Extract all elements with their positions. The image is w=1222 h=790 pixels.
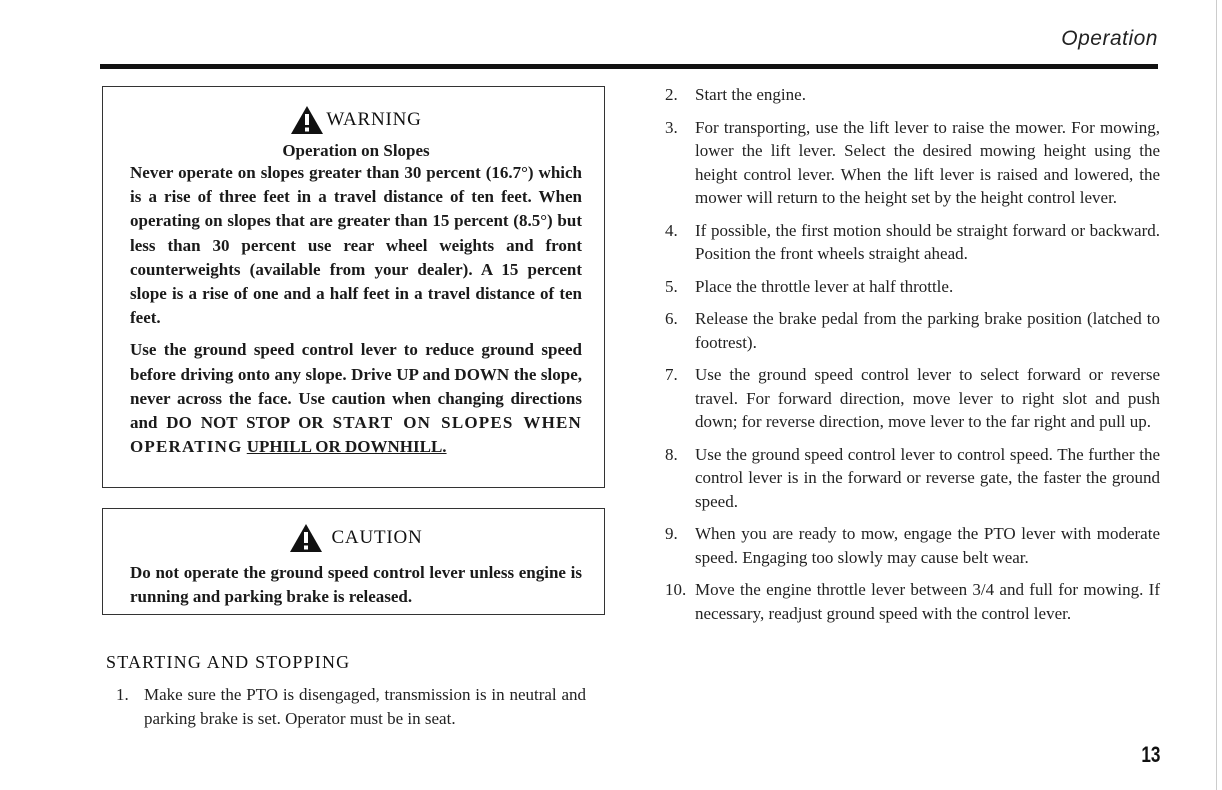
- caution-text: Do not operate the ground speed control lever unless engine is running and parking brake is released.: [130, 563, 582, 607]
- warning-caps-line: START ON SLOPES WHEN OPERATING: [130, 413, 583, 457]
- warning-paragraph-2-text: Use the ground speed control lever to reduce ground speed before driving onto any slope. Drive UP and DOWN the slope, never across the face. Use caution when changing directions and DO NOT STOP OR: [130, 340, 582, 433]
- list-item: [665, 443, 1160, 514]
- page-header-title: Operation: [1061, 27, 1158, 50]
- step-number: 6.: [665, 309, 678, 328]
- step-number: 9.: [665, 524, 678, 543]
- steps-list-right: [665, 83, 1160, 625]
- step-text: Make sure the PTO is disengaged, transmission is in neutral and parking brake is set. Operator must be in seat.: [144, 685, 586, 728]
- step-text: When you are ready to mow, engage the PTO lever with moderate speed. Engaging too slowly may cause belt wear.: [695, 524, 1160, 567]
- step-text: Use the ground speed control lever to control speed. The further the control lever is in the forward or reverse gate, the faster the ground speed.: [695, 444, 1160, 511]
- section-title: STARTING AND STOPPING: [106, 652, 351, 672]
- list-item: [665, 219, 1160, 266]
- page-edge-line: [1216, 0, 1217, 790]
- caution-triangle-icon: [289, 523, 323, 553]
- list-item: [665, 578, 1160, 625]
- list-item: [665, 116, 1160, 210]
- right-column: [665, 83, 1160, 634]
- steps-list-left: [116, 683, 586, 730]
- step-text: Release the brake pedal from the parking brake position (latched to footrest).: [695, 309, 1160, 352]
- warning-triangle-icon: [290, 105, 324, 135]
- warning-underlined-text: UPHILL OR DOWNHILL.: [246, 437, 447, 457]
- step-number: 1.: [116, 685, 129, 704]
- warning-paragraph-2: [130, 338, 582, 459]
- warning-heading: [130, 105, 582, 135]
- caution-heading-text: CAUTION: [331, 527, 423, 548]
- step-number: 3.: [665, 117, 678, 137]
- warning-paragraph-1: Never operate on slopes greater than 30 percent (16.7°) which is a rise of three feet in a travel distance of ten feet. When operating on slopes that are greater than 15 percent (8.5°) but less than 30 percent use rear wheel weights and front counterweights (available from your dealer). A 15 percent slope is a rise of one and a half feet in a travel distance of ten feet.: [130, 163, 582, 328]
- list-item: [665, 83, 1160, 107]
- step-text: For transporting, use the lift lever to raise the mower. For mowing, lower the lift lever. Select the desired mowing height using the height control lever. When the lift lever is raised and lowered, the mower will return to the height set by the height control lever.: [695, 117, 1160, 207]
- header-rule: [100, 64, 1158, 69]
- step-text: Use the ground speed control lever to select forward or reverse travel. For forward direction, move lever to right slot and push down; for reverse direction, move lever to the far right and pull up.: [695, 365, 1160, 431]
- caution-box: [102, 508, 605, 615]
- step-text: If possible, the first motion should be straight forward or backward. Position the front wheels straight ahead.: [695, 220, 1160, 263]
- step-number: 10.: [665, 580, 687, 599]
- step-text: Start the engine.: [695, 85, 806, 104]
- page-number: 13: [1140, 742, 1160, 767]
- list-item: [665, 275, 1160, 299]
- warning-box: [102, 86, 605, 488]
- step-number: 8.: [665, 444, 678, 464]
- step-number: 4.: [665, 220, 678, 240]
- step-number: 5.: [665, 276, 678, 296]
- list-item: [665, 363, 1160, 434]
- list-item: [665, 522, 1160, 569]
- step-text: Place the throttle lever at half throttle.: [695, 276, 954, 296]
- warning-subheading: Operation on Slopes: [282, 141, 430, 160]
- left-column: [102, 86, 605, 730]
- step-text: Move the engine throttle lever between 3/4 and full for mowing. If necessary, readjust ground speed with the control lever.: [695, 580, 1160, 623]
- list-item: [665, 307, 1160, 354]
- warning-heading-text: WARNING: [326, 109, 422, 130]
- step-number: 7.: [665, 365, 678, 384]
- step-number: 2.: [665, 85, 678, 104]
- caution-heading: [130, 523, 582, 553]
- list-item: [116, 683, 586, 730]
